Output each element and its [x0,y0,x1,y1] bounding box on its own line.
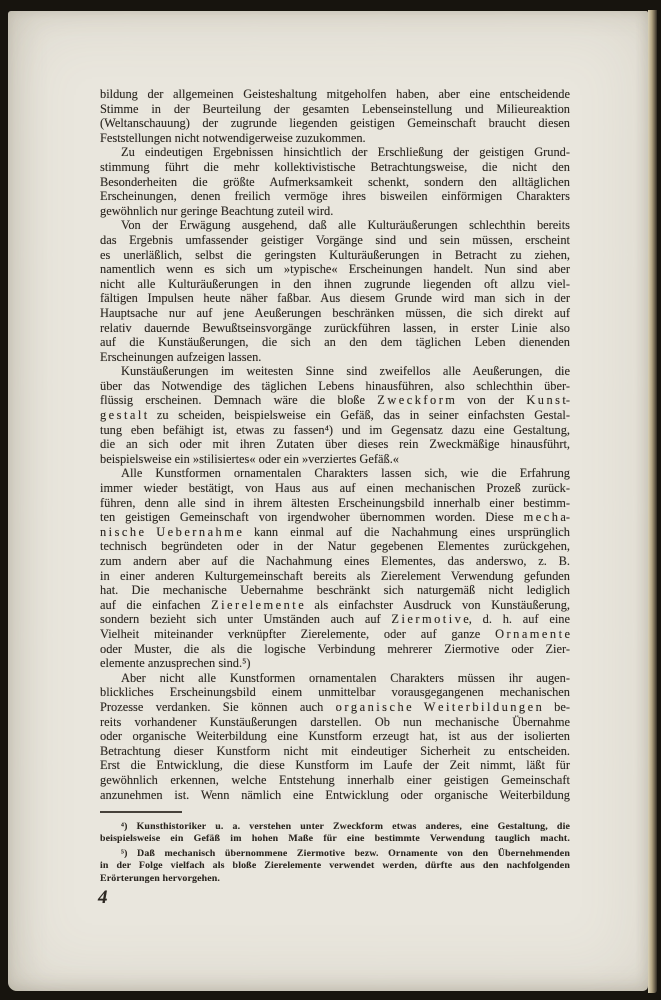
page-number: 4 [98,887,108,908]
book-page [8,11,648,991]
text-line: Erörterungen hervorgehen. [100,872,221,884]
text-line: auf die Kunstäußerungen, die sich an den dem täglichen Leben dienenden [100,335,570,350]
text-line: flüssig erscheinen. Demnach wäre die bloße Z w e c k f o r m von der K u n s t- [100,393,570,408]
text-line: in einer anderen Kulturgemeinschaft bereits als Zierelement Verwendung gefunden [100,568,570,583]
text-line: immer wieder bestätigt, von Haus aus auf einen mechanischen Prozeß zurück- [100,481,570,496]
text-line: Betrachtung dieser Kunstform nicht mit eindeutiger Sicherheit zu entscheiden. [100,743,570,758]
text-paragraph [100,848,570,886]
text-paragraph [100,87,570,145]
text-line: führen, denn alle sind in ihrem ältesten Erscheinungsbild innerhalb einer bestimm- [100,495,570,510]
text-line: Alle Kunstformen ornamentalen Charakters lassen sich, wie die Erfahrung [121,466,570,481]
text-line: das Ergebnis umfassender geistiger Vorgänge sind und sein müssen, erscheint [100,232,570,247]
text-line: stimmung führt die mehr kollektivistische Betrachtungsweise, die nicht den [100,159,570,174]
text-line: Kunstäußerungen im weitesten Sinne sind zweifellos alle Aeußerungen, die [121,364,570,379]
text-line: blickliches Erscheinungsbild einem unmittelbar vorausgegangenen mechanischen [100,685,570,700]
text-line: fältigen Impulsen heute näher faßbar. Aus diesem Grunde wird man sich in der [100,291,570,306]
text-line: sondern bezieht sich unter Umständen auch auf Z i e r m o t i v e, d. h. auf eine [100,612,570,627]
page-edge-strip [648,10,657,993]
text-line: hat. Die mechanische Uebernahme beschränkt sich naturgemäß nicht lediglich [100,583,570,598]
text-line: über das Notwendige des täglichen Lebens hinausführen, also schlechthin über- [100,378,570,393]
text-line: beispielsweise ein »stilisiertes« oder ein »verziertes Gefäß.« [100,451,399,466]
text-line: (Weltanschauung) der zugrunde liegenden geistigen Gemeinschaft braucht diesen [100,116,570,131]
text-line: es unerläßlich, selbst die geringsten Kulturäußerungen in Betracht zu ziehen, [100,247,570,262]
text-line: Hauptsache nur auf jene Aeußerungen beschränken müssen, die sich direkt auf [100,305,570,320]
footnote-divider [100,811,182,813]
text-line: ⁴) Kunsthistoriker u. a. verstehen unter Zweckform etwas anderes, eine Gestaltung, die [121,820,570,832]
text-line: nicht alle Kulturäußerungen in den ihnen zugrunde liegenden oft allzu viel- [100,276,570,291]
text-line: gewöhnlich nur geringe Beachtung zuteil wird. [100,203,334,218]
text-line: oder Muster, die als die logische Verbindung mehrerer Ziermotive oder Zier- [100,641,570,656]
text-line: g e s t a l t zu scheiden, beispielsweise ein Gefäß, das in seiner einfachsten Gestal- [100,408,570,423]
page-text-block [100,87,570,888]
text-line: Erscheinungen, denen freilich vermöge ihres bisweilen einförmigen Charakters [100,189,570,204]
footnotes [100,821,570,886]
text-line: zum andern aber auf die Nachahmung eines Elementes, das anderswo, z. B. [100,554,570,568]
text-line: tung eben befähigt ist, etwas zu fassen⁴) und im Gegensatz dazu eine Gestaltung, [100,422,570,437]
text-line: Erscheinungen aufzeigen lassen. [100,349,262,364]
text-line: Erst die Entwicklung, die diese Kunstform im Laufe der Zeit nimmt, läßt für [100,758,570,773]
text-paragraph [100,218,570,364]
text-line: Zu eindeutigen Ergebnissen hinsichtlich der Erschließung der geistigen Grund- [121,145,570,160]
text-line: bildung der allgemeinen Geisteshaltung mitgeholfen haben, aber eine entscheidende [100,87,570,101]
text-line: n i s c h e U e b e r n a h m e kann einmal auf die Nachahmung eines ursprünglich [100,524,570,539]
text-line: auf die einfachen Z i e r e l e m e n t e als einfachster Ausdruck von Kunstäußerung, [100,597,570,612]
text-line: reits vorhandener Kunstäußerungen darstellen. Ob nun mechanische Übernahme [100,714,570,729]
text-paragraph [100,466,570,670]
text-paragraph [100,364,570,466]
text-line: namentlich wenn es sich um »typische« Erscheinungen handelt. Nun sind aber [100,262,570,277]
text-line: Besonderheiten die größte Aufmerksamkeit schenkt, sondern den alltäglichen [100,174,570,189]
text-line: relativ dauernde Bewußtseinsvorgänge zurückführen lassen, in erster Linie also [100,320,570,335]
text-line: Stimme in der Beurteilung der gesamten Lebenseinstellung und Milieureaktion [100,101,570,116]
text-line: Von der Erwägung ausgehend, daß alle Kulturäußerungen schlechthin bereits [121,218,570,233]
text-line: oder organische Weiterbildung eine Kunstform erzeugt hat, ist aus der isolierten [100,729,570,744]
text-line: anzunehmen ist. Wenn nämlich eine Entwicklung oder organische Weiterbildung [100,787,570,802]
text-line: gewöhnlich erkennen, welche Entstehung innerhalb einer geistigen Gemeinschaft [100,772,570,787]
text-line: beispielsweise ein Gefäß im hohen Maße für eine bestimmte Verwendung tauglich macht. [100,833,570,845]
text-paragraph [100,145,570,218]
text-line: elemente anzusprechen sind.⁵) [100,656,251,671]
text-paragraph [100,671,570,802]
text-paragraph [100,821,570,846]
text-line: Prozesse verdanken. Sie können auch o r g a n i s c h e W e i t e r b i l d u n g e n be- [100,699,570,714]
text-line: Feststellungen nicht notwendigerweise zuzukommen. [100,130,366,145]
text-line: in der Folge vielfach als bloße Zierelemente verwendet werden, dürfte aus den nachfolgenden [100,860,570,872]
text-line: Aber nicht alle Kunstformen ornamentalen Charakters müssen ihr augen- [121,670,570,685]
text-line: die an sich oder mit ihren Zutaten über dieses rein Zweckmäßige hinausführt, [100,437,570,452]
text-line: Vielheit miteinander verknüpfter Zierelemente, oder auf ganze O r n a m e n t e [100,626,570,641]
body-text [100,87,570,802]
text-line: ⁵) Daß mechanisch übernommene Ziermotive bezw. Ornamente von den Übernehmenden [121,847,570,859]
text-line: ten geistigen Gemeinschaft von irgendwoher übernommen worden. Diese m e c h a- [100,510,570,525]
text-line: technisch begründeten oder in der Natur gegebenen Elementes zurückgehen, [100,539,570,554]
